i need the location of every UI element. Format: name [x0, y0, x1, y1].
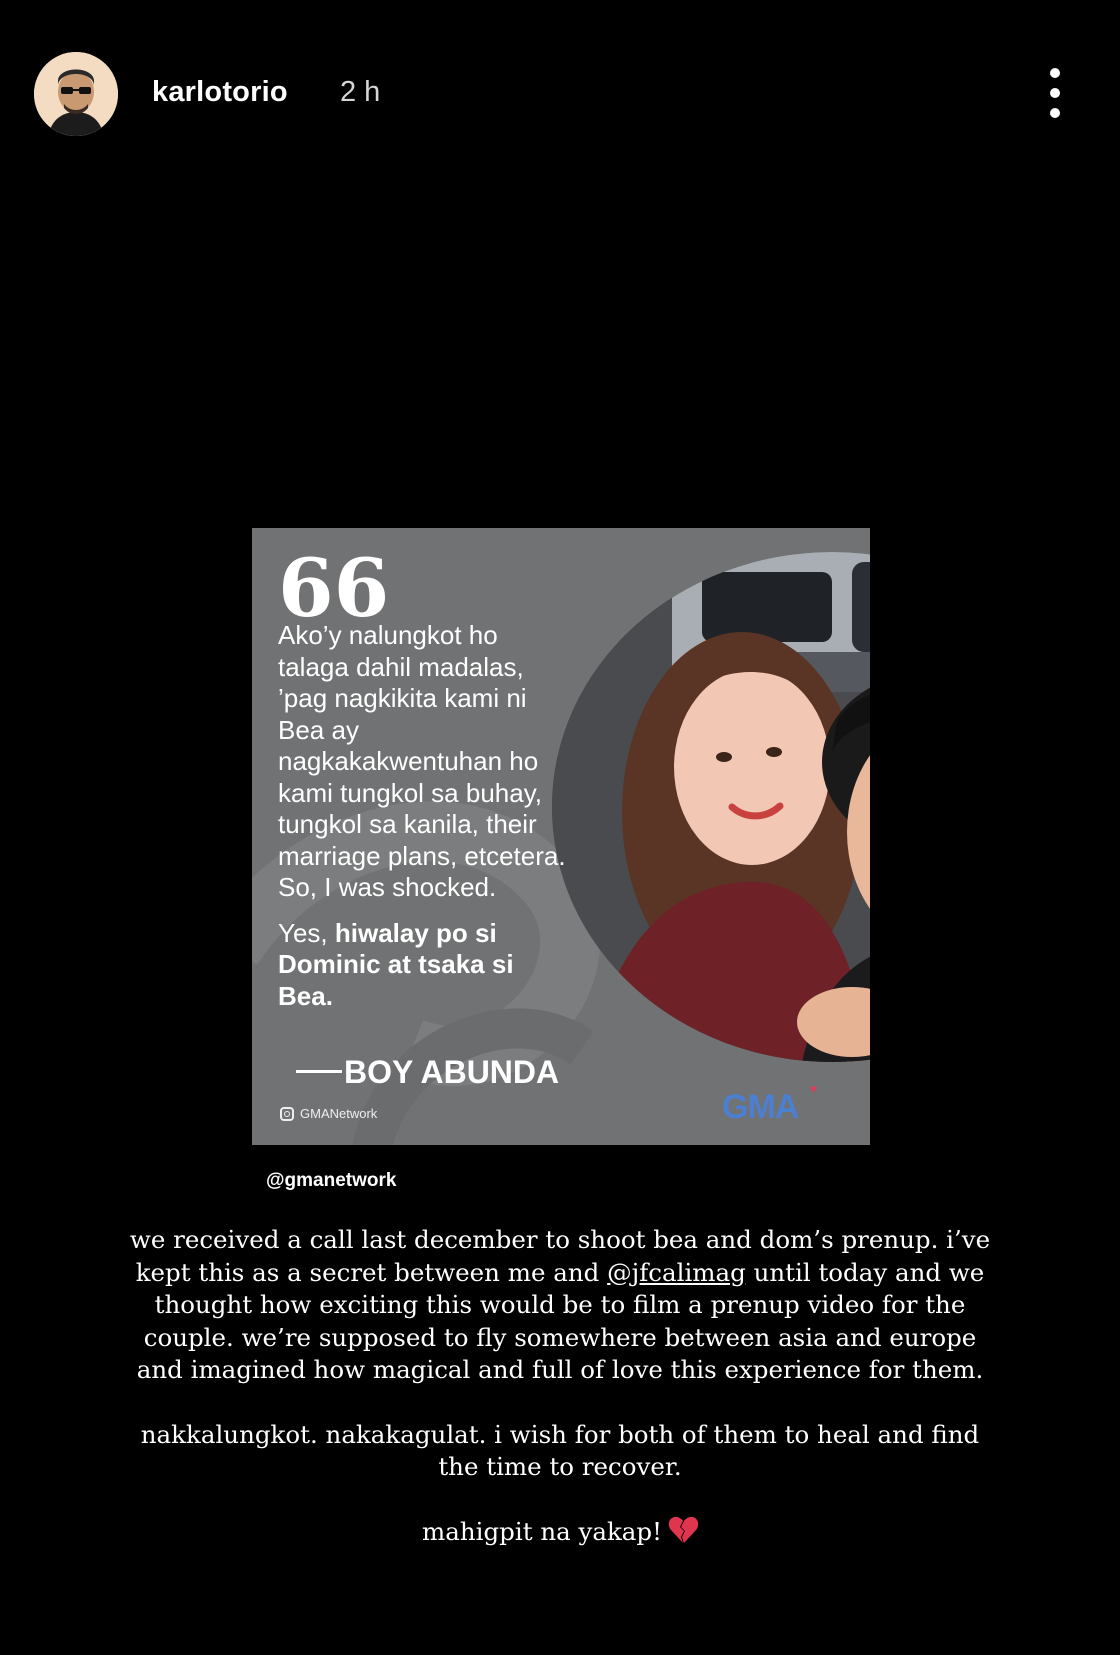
avatar-image [34, 52, 118, 136]
instagram-handle: GMANetwork [280, 1106, 377, 1121]
mention-sticker[interactable]: @gmanetwork [266, 1170, 397, 1191]
username[interactable]: karlotorio [152, 76, 288, 108]
quote-text [278, 620, 568, 1012]
caption-paragraph-1: we received a call last december to shoot bea and dom’s prenup. i’ve kept this as a secret between me and @jfcalimag until today and we thought how exciting this would be to film a prenup video for the couple. we’re supposed to fly somewhere between asia and europe and imagined how magical and full of love this experience for them. [129, 1225, 991, 1384]
story-caption [120, 1224, 1000, 1548]
broken-heart-icon [668, 1516, 698, 1544]
more-vertical-icon [1050, 68, 1060, 78]
shared-post-card[interactable] [252, 528, 870, 1145]
gma-logo: GMA [722, 1088, 799, 1126]
caption-paragraph-3: mahigpit na yakap! [120, 1516, 1000, 1549]
more-options-button[interactable] [1040, 66, 1070, 120]
quote-plain-text: Yes, [278, 917, 335, 948]
gma-heart-icon: ♥ [810, 1082, 818, 1096]
quote-attribution: BOY ABUNDA [296, 1054, 559, 1091]
avatar[interactable] [34, 52, 118, 136]
story-header [0, 0, 1120, 190]
instagram-icon [280, 1107, 294, 1121]
quote-paragraph-1: Ako’y nalungkot ho talaga dahil madalas, ’pag nagkikita kami ni Bea ay nagkakakwentuhan ho kami tungkol sa buhay, tungkol sa kanila, their marriage plans, etcetera. So, I was shocked. [278, 620, 566, 902]
timestamp: 2 h [340, 76, 381, 108]
quote-paragraph-2 [278, 918, 568, 1013]
quote-bold-text: hiwalay po si Dominic at tsaka si Bea. [278, 917, 514, 1011]
caption-paragraph-2: nakkalungkot. nakakagulat. i wish for both of them to heal and find the time to recover. [140, 1419, 980, 1481]
em-dash [296, 1070, 342, 1073]
quote-mark: 66 [278, 541, 390, 635]
mention-link[interactable]: @jfcalimag [607, 1257, 746, 1287]
